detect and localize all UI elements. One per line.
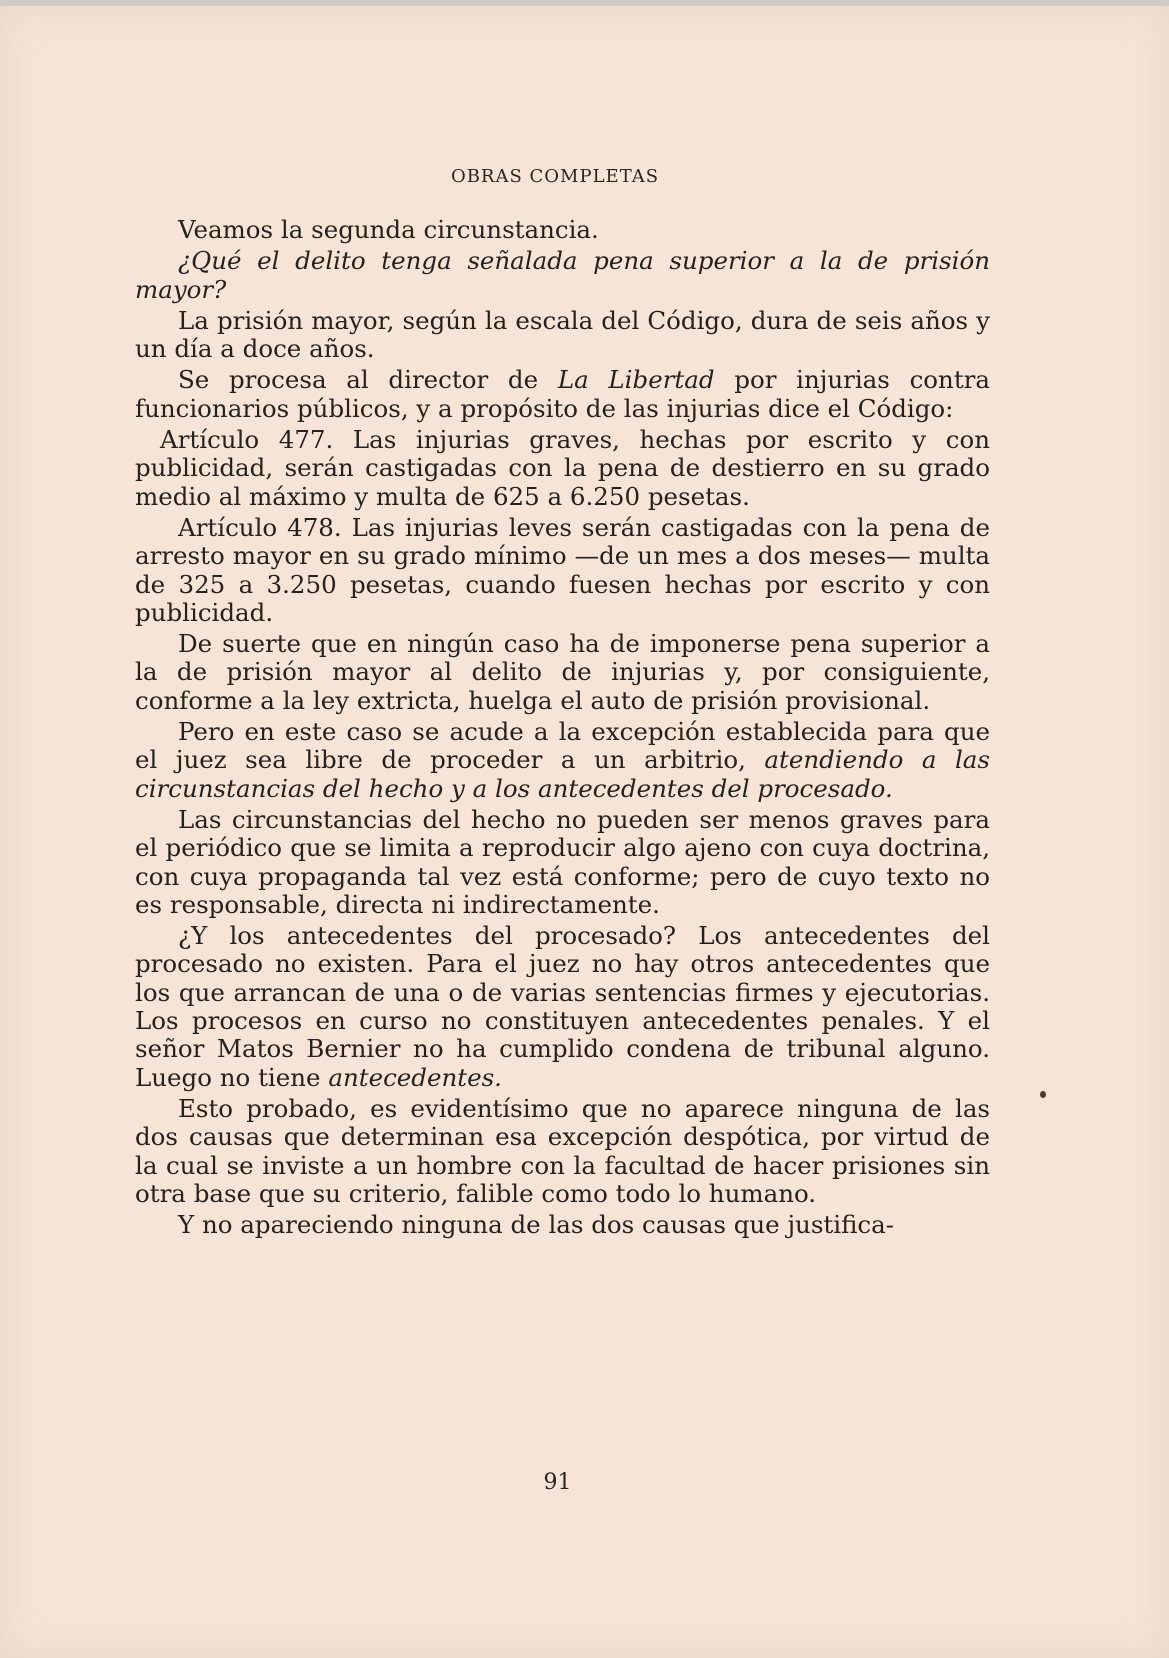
page-number: 91: [543, 1470, 572, 1495]
text-run: Pero en este caso se acude a la excepción establecida para que el juez sea libre de proceder a un arbitrio,: [135, 717, 990, 775]
paragraph: [135, 247, 990, 304]
paragraph: [135, 1095, 990, 1208]
text-run: Las circunstancias del hecho no pueden ser menos graves para el periódico que se limita a reproducir algo ajeno con cuya doctrina, con cuya propaganda tal vez está conforme; pero de cuyo texto no es responsable, directa ni indirectamente.: [135, 804, 990, 919]
ink-spot: [1040, 1091, 1046, 1098]
italic-text: antecedentes.: [328, 1062, 502, 1092]
text-run: De suerte que en ningún caso ha de imponerse pena superior a la de prisión mayor al delito de injurias y, por consiguiente, conforme a la ley extricta, huelga el auto de prisión provisional.: [135, 629, 990, 715]
text-run: Y no apareciendo ninguna de las dos causas que justifica-: [178, 1210, 895, 1240]
paragraph: [135, 426, 990, 511]
text-run: La prisión mayor, según la escala del Código, dura de seis años y un día a doce años.: [135, 305, 990, 364]
italic-text: ¿Qué el delito tenga señalada pena superior a la de prisión mayor?: [135, 246, 990, 304]
text-run: Artículo 478. Las injurias leves serán castigadas con la pena de arresto mayor en su grado mínimo —de un mes a dos meses— multa de 325 a 3.250 pesetas, cuando fuesen hechas por escrito y con publicidad.: [135, 512, 990, 627]
text-run: Veamos la segunda circunstancia.: [178, 215, 599, 244]
running-header: OBRAS COMPLETAS: [450, 166, 660, 187]
body-text: [135, 216, 990, 1242]
text-run: Esto probado, es evidentísimo que no aparece ninguna de las dos causas que determinan esa excepción despótica, por virtud de la cual se inviste a un hombre con la facultad de hacer prisiones sin otra base que su criterio, falible como todo lo humano.: [135, 1093, 990, 1208]
paragraph: [135, 307, 990, 364]
italic-text: La Libertad: [557, 365, 715, 395]
text-run: ¿Y los antecedentes del procesado? Los antecedentes del procesado no existen. Para el juez no hay otros antecedentes que los que arrancan de una o de varias sentencias firmes y ejecutorias. Los procesos en curso no constituyen antecedentes penales. Y el señor Matos Bernier no ha cumplido condena de tribunal alguno. Luego no tiene: [135, 921, 990, 1092]
book-page: [0, 6, 1169, 1658]
text-run: Se procesa al director de: [178, 365, 558, 395]
paragraph: [135, 718, 990, 803]
paragraph: [135, 806, 990, 919]
text-run: por injurias contra funcionarios públicos, y a propósito de las injurias dice el Código:: [135, 365, 990, 423]
paragraph: [135, 514, 990, 627]
paragraph: [135, 922, 990, 1092]
paragraph: [135, 630, 990, 715]
italic-text: atendiendo a las circunstancias del hecho y a los antecedentes del procesado.: [135, 745, 990, 803]
paragraph: [135, 366, 990, 423]
paragraph: [135, 1211, 990, 1239]
paragraph: [135, 216, 990, 244]
text-run: Artículo 477. Las injurias graves, hechas por escrito y con publicidad, serán castigadas con la pena de destierro en su grado medio al máximo y multa de 625 a 6.250 pesetas.: [135, 425, 990, 511]
